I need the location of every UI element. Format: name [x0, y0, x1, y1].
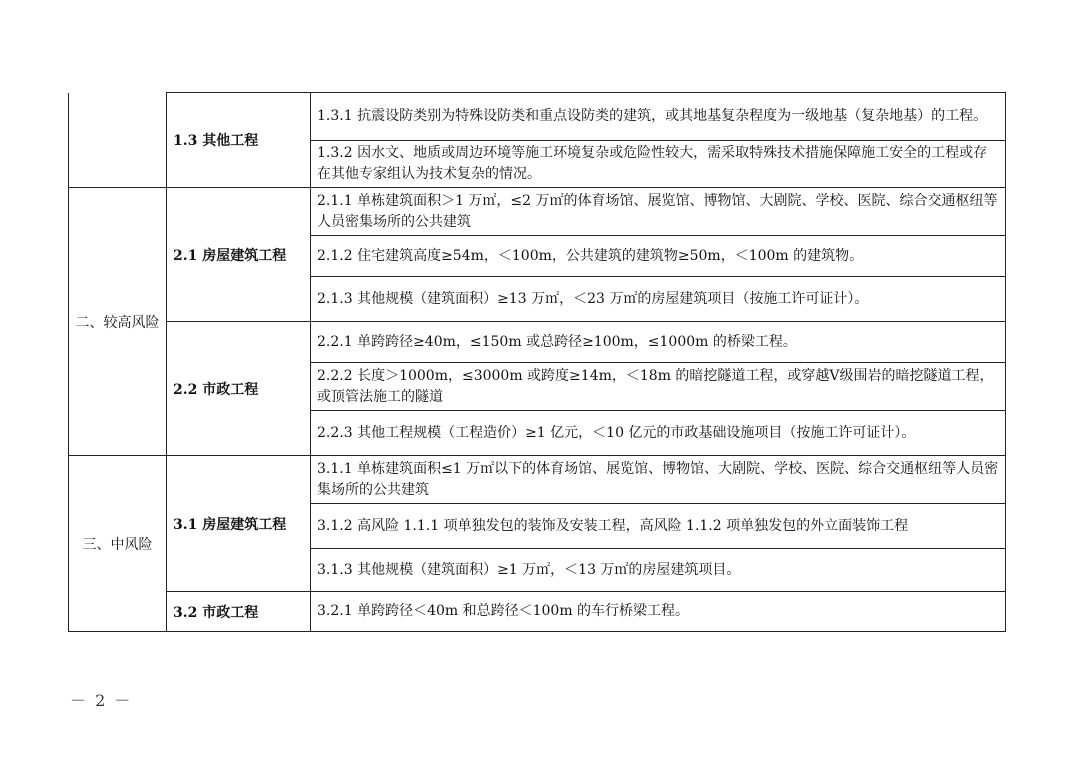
item-2-1-2: 2.1.2 住宅建筑高度≥54m，＜100m，公共建筑的建筑物≥50m，＜100m 的建筑物。: [311, 236, 1006, 277]
level-cell-continued: [69, 93, 167, 188]
item-2-1-1: 2.1.1 单栋建筑面积＞1 万㎡，≤2 万㎡的体育场馆、展览馆、博物馆、大剧院、学校、医院、综合交通枢纽等人员密集场所的公共建筑: [311, 188, 1006, 236]
category-2-2: 2.2 市政工程: [167, 322, 311, 456]
item-1-3-1: 1.3.1 抗震设防类别为特殊设防类和重点设防类的建筑，或其地基复杂程度为一级地基（复杂地基）的工程。: [311, 93, 1006, 141]
risk-level-table: [68, 92, 1006, 632]
item-3-1-1: 3.1.1 单栋建筑面积≤1 万㎡以下的体育场馆、展览馆、博物馆、大剧院、学校、医院、综合交通枢纽等人员密集场所的公共建筑: [311, 456, 1006, 504]
item-3-1-3: 3.1.3 其他规模（建筑面积）≥1 万㎡，＜13 万㎡的房屋建筑项目。: [311, 549, 1006, 592]
item-2-2-2: 2.2.2 长度＞1000m，≤3000m 或跨度≥14m，＜18m 的暗挖隧道工程，或穿越Ⅴ级围岩的暗挖隧道工程，或顶管法施工的隧道: [311, 363, 1006, 411]
level-3-medium-risk: 三、中风险: [69, 456, 167, 632]
item-2-2-3: 2.2.3 其他工程规模（工程造价）≥1 亿元，＜10 亿元的市政基础设施项目（按施工许可证计）。: [311, 411, 1006, 456]
item-1-3-2: 1.3.2 因水文、地质或周边环境等施工环境复杂或危险性较大，需采取特殊技术措施保障施工安全的工程或存在其他专家组认为技术复杂的情况。: [311, 141, 1006, 188]
page-number: － 2 －: [70, 691, 133, 710]
item-3-2-1: 3.2.1 单跨跨径＜40m 和总跨径＜100m 的车行桥梁工程。: [311, 592, 1006, 632]
item-3-1-2: 3.1.2 高风险 1.1.1 项单独发包的装饰及安装工程，高风险 1.1.2 项单独发包的外立面装饰工程: [311, 504, 1006, 549]
category-2-1: 2.1 房屋建筑工程: [167, 188, 311, 322]
item-2-2-1: 2.2.1 单跨跨径≥40m，≤150m 或总跨径≥100m，≤1000m 的桥梁工程。: [311, 322, 1006, 363]
level-2-higher-risk: 二、较高风险: [69, 188, 167, 456]
category-1-3: 1.3 其他工程: [167, 93, 311, 188]
category-3-1: 3.1 房屋建筑工程: [167, 456, 311, 592]
item-2-1-3: 2.1.3 其他规模（建筑面积）≥13 万㎡，＜23 万㎡的房屋建筑项目（按施工许可证计）。: [311, 277, 1006, 322]
category-3-2: 3.2 市政工程: [167, 592, 311, 632]
